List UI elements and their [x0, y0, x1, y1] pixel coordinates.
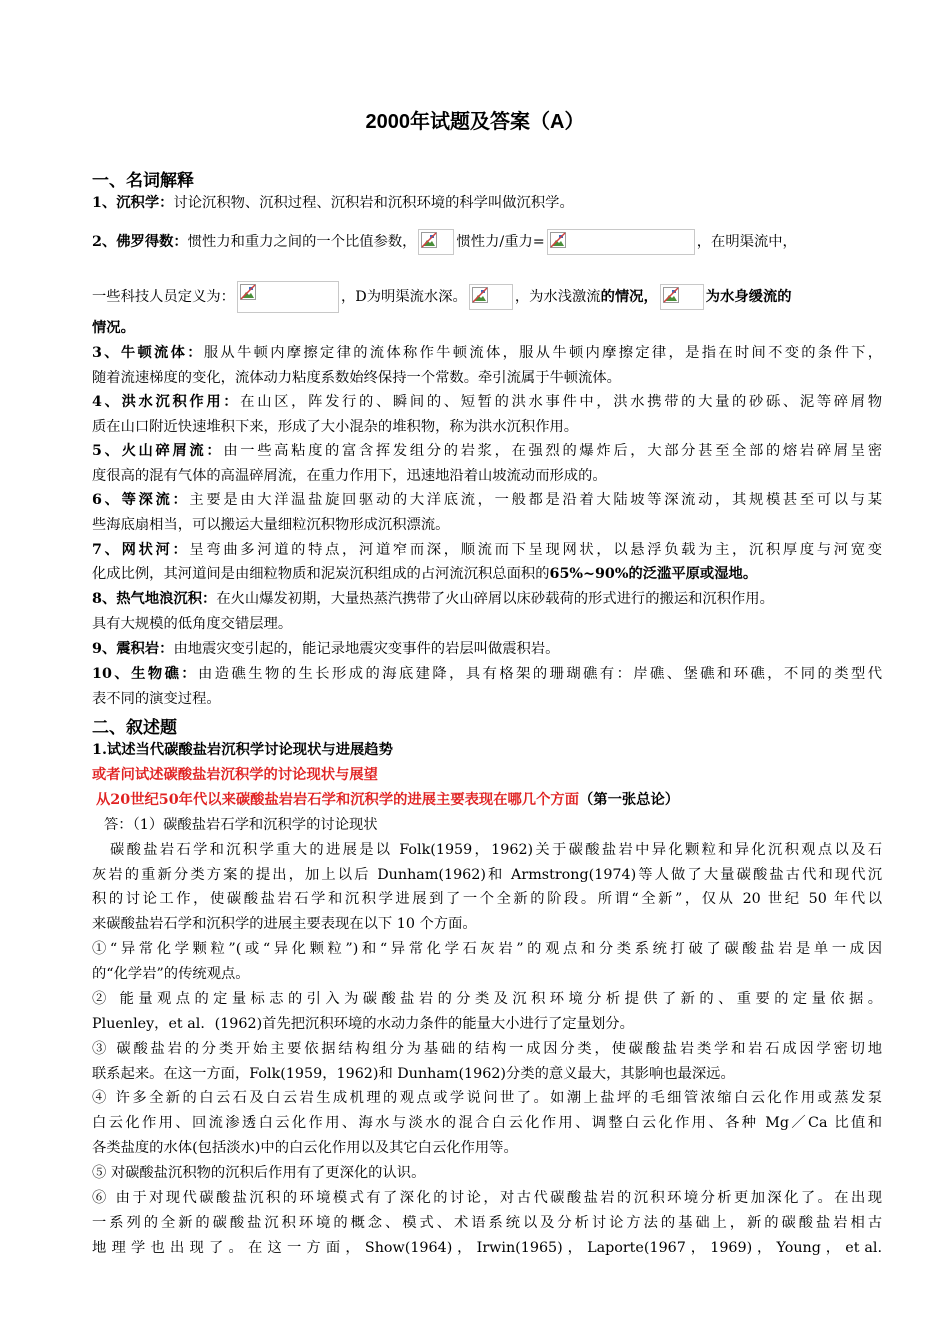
answer-item-5: ⑤ 对碳酸盐沉积物的沉积后作用有了更深化的认识。 [92, 1165, 426, 1181]
question-1-alt2: 从20世纪50年代以来碳酸盐岩岩石学和沉积学的进展主要表现在哪几个方面（第一张总论） [96, 792, 680, 808]
term-7-line-2: 化成比例，其河道间是由细粒物质和泥炭沉积组成的占河流沉积总面积的65%~90%的泛滥平原或湿地。 [92, 566, 758, 582]
answer-item-6-line-1: ⑥ 由于对现代碳酸盐沉积的环境模式有了深化的讨论，对古代碳酸盐岩的沉积环境分析更加深化了。在出现 [92, 1190, 882, 1206]
answer-item-1-line-1: ①“异常化学颗粒”(或“异化颗粒”)和“异常化学石灰岩”的观点和分类系统打破了碳酸盐岩是单一成因 [92, 941, 882, 957]
question-1-alt: 或者问试述碳酸盐岩沉积学的讨论现状与展望 [92, 767, 378, 783]
term-8-line-2: 具有大规模的低角度交错层理。 [92, 616, 293, 632]
term-label: 3、牛顿流体： [92, 345, 204, 361]
answer-item-6-line-3: 地 理 学 也 出 现 了 。 在 这 一 方 面 ， Show(1964) ， Irwin(1965) ， Laporte(1967 ， 1969) ， Young ， et al. [92, 1240, 882, 1256]
section-heading-2: 二、叙述题 [92, 718, 177, 738]
term-6-line-1: 6、等深流：主要是由大洋温盐旋回驱动的大洋底流，一般都是沿着大陆坡等深流动，其规模甚至可以与某 [92, 492, 883, 508]
answer-para-1-line-2: 灰岩的重新分类方案的提出，加上以后 Dunham(1962)和 Armstrong(1974)等人做了大量碳酸盐古代和现代沉 [92, 867, 882, 883]
term-4-line-1: 4、洪水沉积作用：在山区，阵发行的、瞬间的、短暂的洪水事件中，洪水携带的大量的砂砾、泥等碎屑物 [92, 394, 883, 410]
term-4-line-2: 质在山口附近快速堆积下来，形成了大小混杂的堆积物，称为洪水沉积作用。 [92, 419, 579, 435]
term-9: 9、震积岩：由地震灾变引起的，能记录地震灾变事件的岩层叫做震积岩。 [92, 641, 560, 657]
answer-item-6-line-2: 一系列的全新的碳酸盐沉积环境的概念、模式、术语系统以及分析讨论方法的基础上，新的碳酸盐岩相古 [92, 1215, 882, 1231]
answer-item-4-line-3: 各类盐度的水体(包括淡水)中的白云化作用以及其它白云化作用等。 [92, 1140, 518, 1156]
answer-item-2-line-2: Pluenley，et al．(1962)首先把沉积环境的水动力条件的能量大小进行了定量划分。 [92, 1016, 634, 1032]
answer-item-4-line-2: 白云化作用、回流渗透白云化作用、海水与淡水的混合白云化作用、调整白云化作用、各种 Mg／Ca 比值和 [92, 1115, 882, 1131]
term-10-line-2: 表不同的演变过程。 [92, 691, 221, 707]
term-label: 4、洪水沉积作用： [92, 394, 241, 410]
term-label: 6、等深流： [92, 492, 190, 508]
answer-para-1-line-1: 碳酸盐岩石学和沉积学重大的进展是以 Folk(1959，1962)关于碳酸盐岩中异化颗粒和异化沉积观点以及石 [110, 842, 882, 858]
broken-image-icon [663, 287, 679, 303]
answer-item-4-line-1: ④ 许多全新的白云石及白云岩生成机理的观点或学说问世了。如潮上盐坪的毛细管浓缩白云化作用或蒸发泵 [92, 1090, 882, 1106]
term-5-line-1: 5、火山碎屑流：由一些高粘度的富含挥发组分的岩浆，在强烈的爆炸后，大部分甚至全部的熔岩碎屑呈密 [92, 443, 882, 459]
term-2-line-1: 2、佛罗得数：惯性力和重力之间的一个比值参数， 惯性力/重力= ，在明渠流中， [92, 229, 882, 255]
broken-image-icon [472, 287, 488, 303]
formula-image [237, 281, 339, 313]
question-1: 1.试述当代碳酸盐岩沉积学讨论现状与进展趋势 [92, 742, 393, 758]
formula-image [418, 229, 454, 255]
formula-image [469, 284, 513, 310]
term-3-line-2: 随着流速梯度的变化，流体动力粘度系数始终保持一个常数。牵引流属于牛顿流体。 [92, 370, 621, 386]
term-7-line-1: 7、网状河：呈弯曲多河道的特点，河道窄而深，顺流而下呈现网状，以悬浮负载为主，沉积厚度与河宽变 [92, 542, 883, 558]
section-heading-1: 一、名词解释 [92, 171, 194, 191]
answer-heading: 答：（1）碳酸盐岩石学和沉积学的讨论现状 [104, 817, 378, 833]
term-6-line-2: 些海底扇相当，可以搬运大量细粒沉积物形成沉积漂流。 [92, 517, 450, 533]
term-8-line-1: 8、热气地浪沉积：在火山爆发初期，大量热蒸汽携带了火山碎屑以床砂载荷的形式进行的搬运和沉积作用。 [92, 591, 774, 607]
term-10-line-1: 10、生物礁：由造礁生物的生长形成的海底建降，具有格架的珊瑚礁有：岸礁、堡礁和环礁，不同的类型代 [92, 666, 882, 682]
broken-image-icon [421, 232, 437, 248]
term-2-line-3: 情况。 [92, 320, 135, 336]
page-title: 2000年试题及答案（A） [365, 111, 585, 133]
answer-item-3-line-1: ③ 碳酸盐岩的分类开始主要依据结构组分为基础的结构一成因分类，使碳酸盐岩类学和岩石成因学密切地 [92, 1041, 882, 1057]
term-label: 2、佛罗得数： [92, 234, 188, 250]
term-label: 5、火山碎屑流： [92, 443, 224, 459]
answer-para-1-line-4: 来碳酸盐岩石学和沉积学的进展主要表现在以下 10 个方面。 [92, 916, 477, 932]
term-label: 1、沉积学： [92, 195, 174, 211]
term-label: 7、网状河： [92, 542, 190, 558]
formula-image [547, 229, 695, 255]
term-2-line-2: 一些科技人员定义为： ，D为明渠流水深。 ，为水浅激流的情况， 为水身缓流的 [92, 281, 882, 313]
answer-para-1-line-3: 积的讨论工作，使碳酸盐岩石学和沉积学进展到了一个全新的阶段。所谓“全新”，仅从 20 世纪 50 年代以 [92, 891, 882, 907]
formula-image [660, 284, 704, 310]
broken-image-icon [550, 232, 566, 248]
answer-item-3-line-2: 联系起来。在这一方面，Folk(1959，1962)和 Dunham(1962)分类的意义最大，其影响也最深远。 [92, 1066, 735, 1082]
broken-image-icon [240, 284, 256, 300]
term-text: 讨论沉积物、沉积过程、沉积岩和沉积环境的科学叫做沉积学。 [173, 195, 574, 211]
answer-item-1-line-2: 的“化学岩”的传统观点。 [92, 966, 250, 982]
term-3-line-1: 3、牛顿流体：服从牛顿内摩擦定律的流体称作牛顿流体，服从牛顿内摩擦定律，是指在时间不变的条件下， [92, 345, 882, 361]
term-label: 10、生物礁： [92, 666, 199, 682]
term-label: 9、震积岩： [92, 641, 174, 657]
term-label: 8、热气地浪沉积： [92, 591, 217, 607]
answer-item-2-line-1: ② 能量观点的定量标志的引入为碳酸盐岩的分类及沉积环境分析提供了新的、重要的定量依据。 [92, 991, 882, 1007]
term-5-line-2: 度很高的混有气体的高温碎屑流，在重力作用下，迅速地沿着山坡流动而形成的。 [92, 468, 607, 484]
term-1 [92, 193, 882, 213]
